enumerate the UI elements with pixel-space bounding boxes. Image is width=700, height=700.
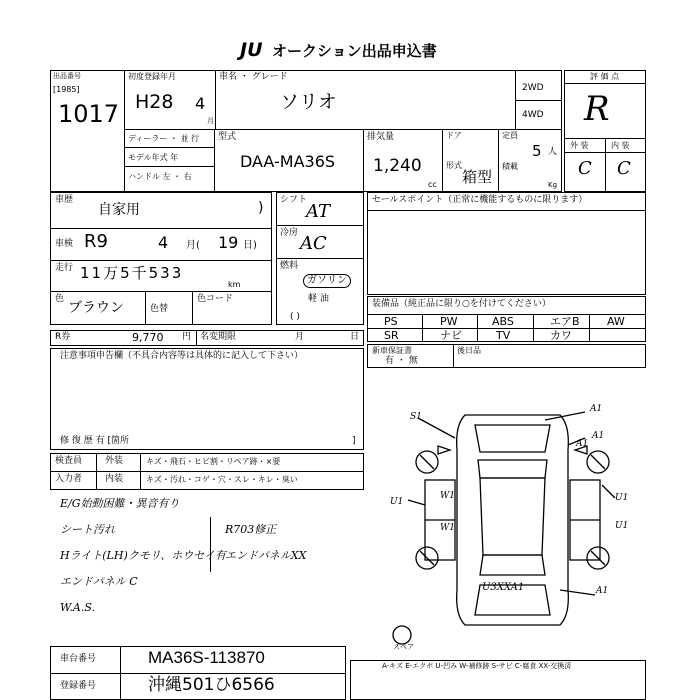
notes-label: 注意事項申告欄（不具合内容等は具体的に記入して下さい） (60, 351, 304, 361)
reg-month-suffix: 月 (207, 117, 214, 125)
diag-label-a1-mirror: A1 (576, 439, 589, 449)
fuel-gasoline: ガソリン (303, 274, 351, 288)
equip-tv: TV (496, 329, 511, 342)
diag-label-u1-left: U1 (390, 497, 404, 507)
plate-value: 沖縄501ひ6566 (148, 675, 275, 695)
diag-label-u1-right1: U1 (615, 493, 629, 503)
fuel-label: 燃料 (280, 261, 299, 271)
int-grade: C (617, 158, 631, 179)
warranty-value: 有 ・ 無 (385, 356, 418, 366)
cap-unit: 人 (548, 147, 558, 157)
diag-label-s1: S1 (410, 412, 422, 422)
hand-note-3: Hライト(LH)クモリ、ホウセイ有 (60, 549, 226, 562)
form-title: オークション出品申込書 (272, 42, 437, 60)
disp-label: 排気量 (367, 132, 395, 142)
equip-sr: SR (384, 329, 399, 342)
equip-pw: PW (440, 315, 458, 328)
chassis-value: MA36S-113870 (148, 648, 265, 667)
diag-label-w1-b: W1 (440, 523, 455, 533)
lot-year-label: [1985] (53, 85, 80, 94)
ext-grade: C (578, 158, 592, 179)
usage-value: 自家用 (98, 202, 140, 218)
hand-note-4: エンドパネル C (60, 575, 138, 588)
hand-note-7: エンドパネルXX (225, 549, 307, 562)
usage-paren-close: ) (258, 200, 264, 216)
cap-label: 定員 (502, 131, 518, 140)
drive-2wd: 2WD (522, 83, 544, 93)
tax-value: 9,770 (132, 331, 164, 344)
sales-point-box (367, 192, 646, 295)
shape-value: 箱型 (462, 168, 493, 186)
cap-value: 5 (532, 142, 542, 160)
color-label: 色 (55, 294, 65, 304)
int-check-label: 内装 (105, 474, 124, 484)
name-change-label: 名変期限 (200, 332, 237, 342)
later-items-label: 後日品 (457, 346, 481, 355)
car-damage-diagram (380, 390, 650, 650)
notes-box (50, 348, 364, 450)
reg-era-year: H28 (135, 91, 174, 113)
load-unit: Kg (548, 181, 558, 189)
int-check-items: キズ・汚れ・コゲ・穴・スレ・キレ・臭い (146, 475, 298, 484)
warranty-label: 新車保証書 (372, 346, 412, 355)
mileage-label: 走行 (55, 263, 74, 273)
disp-unit: cc (428, 180, 437, 189)
reg-month: 4 (195, 94, 206, 113)
hand-note-6: R703修正 (225, 523, 277, 536)
diag-label-a1-right: A1 (592, 431, 605, 441)
grade-label: 評 価 点 (590, 72, 620, 81)
tax-unit: 円 (182, 332, 192, 342)
color-code-label: 色コード (197, 294, 234, 304)
hand-note-1: E/G始動困難・異音有り (60, 497, 180, 510)
model-year-label: モデル年式 年 (128, 153, 179, 162)
shift-label: シフト (280, 195, 308, 205)
aircon-value: AC (300, 233, 327, 254)
mileage-unit: km (228, 280, 241, 289)
fuel-diesel: 軽 油 (308, 294, 329, 304)
ext-check-label: 外装 (105, 456, 124, 466)
equip-abs: ABS (492, 315, 514, 328)
door-label: ドア (446, 131, 462, 140)
handle-label: ハンドル 左 ・ 右 (128, 172, 192, 181)
ext-grade-label: 外 装 (570, 141, 589, 150)
shaken-month: 4 (158, 233, 169, 252)
legend-text: A-キズ E-エクボ U-凹み W-補修跡 S-サビ C-腐食 XX-交換済 (382, 662, 572, 670)
tax-month: 月 (295, 332, 305, 342)
shaken-era: R9 (84, 231, 108, 252)
diag-label-a1-rear: A1 (596, 586, 609, 596)
equipment-label: 装備品（純正品に限り○を付けてください） (372, 299, 551, 309)
shaken-month-suffix: 月( (186, 240, 200, 251)
tax-label: R券 (55, 332, 71, 342)
color-value: ブラウン (68, 300, 124, 316)
fuel-paren: ( ) (290, 312, 300, 322)
dealer-label: ディーラー ・ 並 行 (128, 134, 199, 143)
ju-logo: JU (240, 39, 263, 61)
input-person-label: 入力者 (55, 474, 83, 484)
drive-4wd: 4WD (522, 110, 544, 120)
shift-value: AT (306, 201, 331, 222)
shaken-day: 19 (218, 233, 239, 252)
aircon-label: 冷房 (280, 228, 299, 238)
lot-label: 出品番号 (53, 72, 81, 80)
equip-leather: カワ (550, 329, 572, 342)
ext-check-items: キズ・飛石・ヒビ割・リペア跡・×要 (146, 457, 281, 466)
equip-aw: AW (607, 315, 625, 328)
inspector-label: 検査員 (55, 456, 83, 466)
diag-label-w1-a: W1 (440, 491, 455, 501)
tax-day: 日 (350, 332, 360, 342)
car-name: ソリオ (280, 91, 337, 113)
plate-label: 登録番号 (60, 681, 97, 691)
equip-navi: ナビ (440, 329, 462, 342)
sales-point-label: セールスポイント（正常に機能するものに限ります） (372, 195, 588, 205)
hand-note-5: W.A.S. (60, 601, 95, 614)
shaken-label: 車検 (55, 239, 74, 249)
lot-number: 1017 (58, 100, 120, 128)
mileage-value: 11万5千533 (80, 264, 184, 282)
repair-history-label: 修 復 歴 有 [箇所 (60, 436, 129, 446)
usage-label: 車歴 (55, 195, 74, 205)
color-change-label: 色替 (150, 304, 169, 314)
shape-label: 形式 (446, 161, 462, 170)
grade-score: R (584, 89, 610, 129)
reg-label: 初度登録年月 (128, 72, 176, 81)
diag-label-u3xxa1: U3XXA1 (482, 582, 525, 593)
spare-label: スペア (393, 643, 414, 651)
hand-note-2: シート汚れ (60, 523, 115, 536)
load-label: 積載 (502, 162, 518, 171)
disp-value: 1,240 (373, 156, 422, 176)
diag-label-u1-right2: U1 (615, 521, 629, 531)
model-label: 型式 (218, 132, 237, 142)
equip-ps: PS (384, 315, 398, 328)
model-value: DAA-MA36S (240, 152, 336, 171)
name-label: 車名 ・ グレード (219, 72, 288, 82)
diag-label-a1-top: A1 (590, 404, 603, 414)
chassis-label: 車台番号 (60, 654, 97, 664)
shaken-day-suffix: 日) (243, 240, 257, 251)
equip-airbag: エアB (550, 315, 580, 328)
repair-bracket-close: ] (352, 436, 356, 446)
int-grade-label: 内 装 (611, 141, 630, 150)
